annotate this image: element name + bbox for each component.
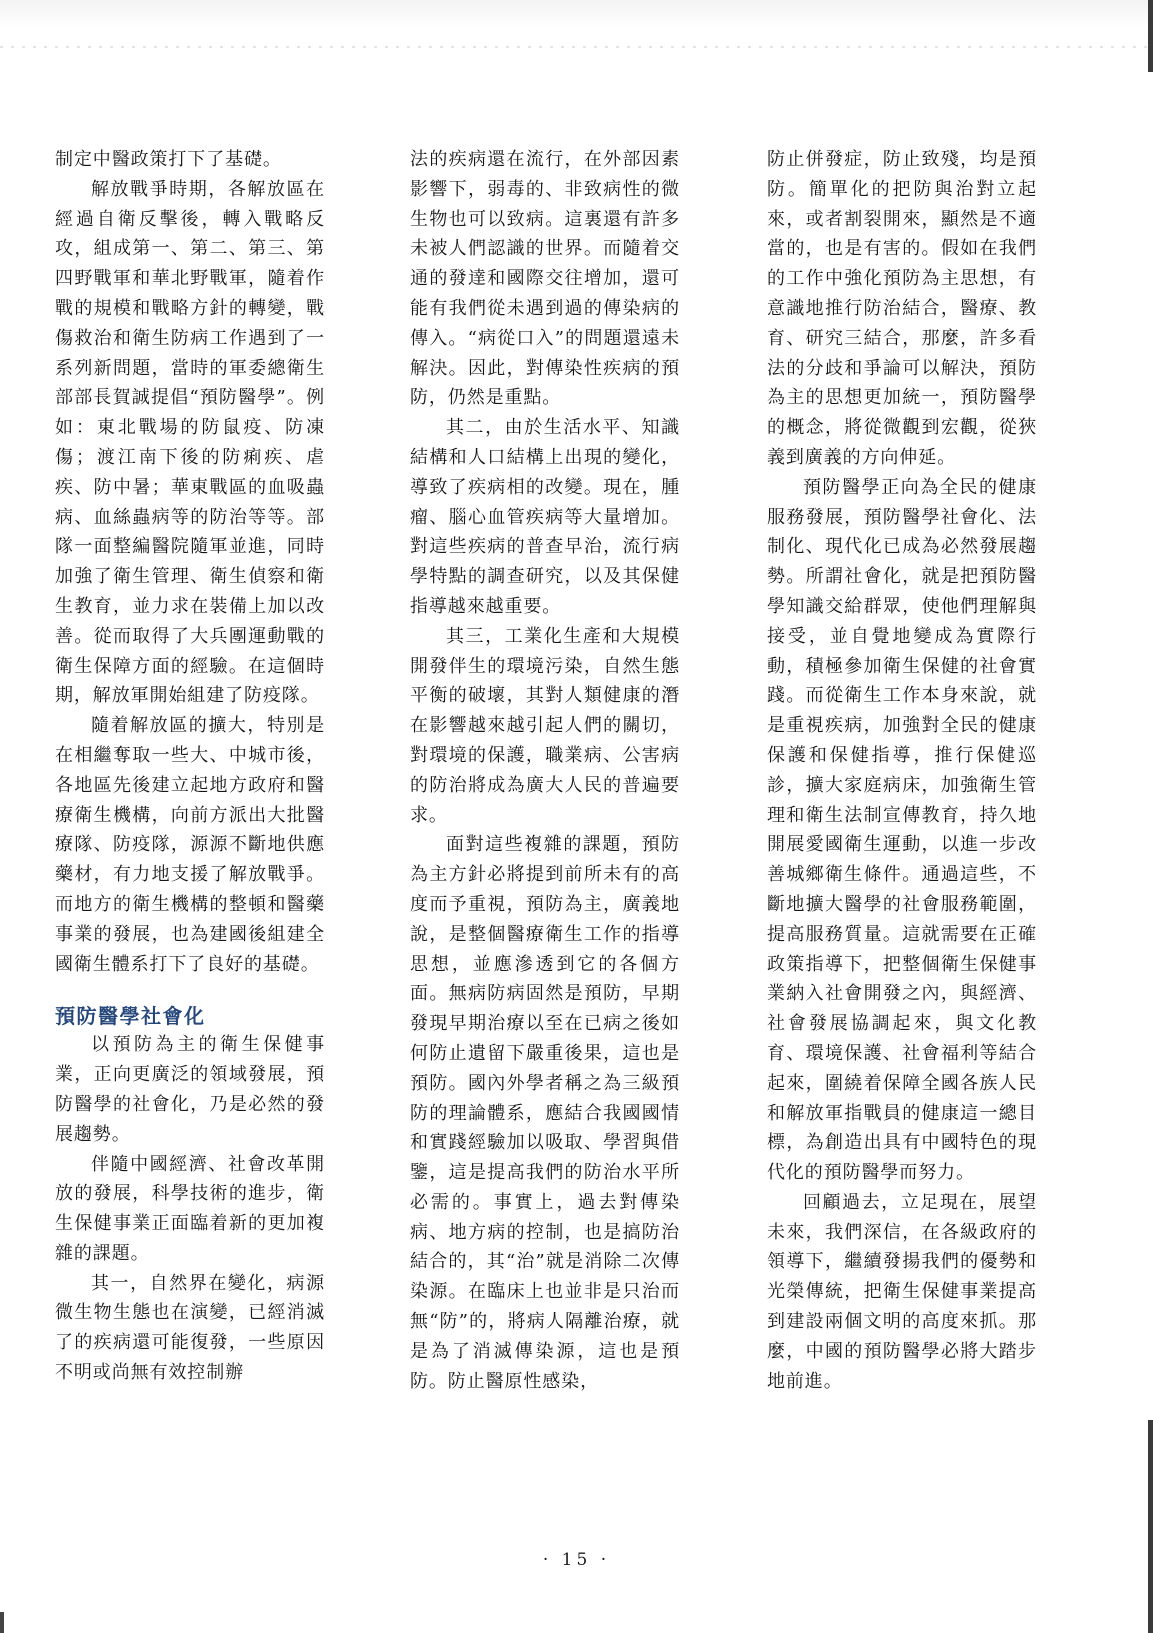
scan-edge-mark-top — [1148, 0, 1153, 72]
paragraph: 回顧過去，立足現在，展望未來，我們深信，在各級政府的領導下，繼續發揚我們的優勢和光榮傳統，把衛生保健事業提高到建設兩個文明的高度來抓。那麼，中國的預防醫學必將大踏步地前進。 — [767, 1191, 1037, 1392]
page-number: · 15 · — [542, 1550, 611, 1570]
paragraph: 隨着解放區的擴大，特別是在相繼奪取一些大、中城市後，各地區先後建立起地方政府和醫療衛生機構，向前方派出大批醫療隊、防疫隊，源源不斷地供應藥材，有力地支援了解放戰爭。而地方的衛生機構的整頓和醫藥事業的發展，也為建國後組建全國衛生體系打下了良好的基礎。 — [55, 715, 325, 975]
paragraph: 其二，由於生活水平、知識結構和人口結構上出現的變化，導致了疾病相的改變。現在，腫瘤、腦心血管疾病等大量增加。對這些疾病的普查早治，流行病學特點的調查研究，以及其保健指導越來越重要。 — [410, 417, 680, 617]
paragraph: 其三，工業化生產和大規模開發伴生的環境污染，自然生態平衡的破壞，其對人類健康的潛在影響越來越引起人們的關切，對環境的保護，職業病、公害病的防治將成為廣大人民的普遍要求。 — [410, 625, 680, 826]
text-column-1 — [55, 145, 325, 1388]
page-header-band — [0, 0, 1153, 84]
text-column-3 — [767, 145, 1037, 1396]
paragraph: 法的疾病還在流行，在外部因素影響下，弱毒的、非致病性的微生物也可以致病。這裏還有許多未被人們認識的世界。而隨着交通的發達和國際交往增加，還可能有我們從未遇到過的傳染病的傳入。“病從口入”的問題還遠未解決。因此，對傳染性疾病的預防，仍然是重點。 — [410, 149, 680, 409]
scan-shade — [0, 0, 1153, 28]
section-heading: 預防醫學社會化 — [55, 1004, 206, 1029]
text-column-2 — [410, 145, 680, 1396]
scan-edge-mark-bottom — [1148, 1420, 1153, 1633]
scan-artifact-line — [0, 46, 1153, 48]
paragraph: 制定中醫政策打下了基礎。 — [55, 149, 282, 170]
paragraph: 面對這些複雜的課題，預防為主方針必將提到前所未有的高度而予重視，預防為主，廣義地說，是整個醫療衛生工作的指導思想，並應滲透到它的各個方面。無病防病固然是預防，早期發現早期治療以至在已病之後如何防止遺留下嚴重後果，這也是預防。國內外學者稱之為三級預防的理論體系，應結合我國國情和實踐經驗加以吸取、學習與借鑒，這是提高我們的防治水平所必需的。事實上，過去對傳染病、地方病的控制，也是搞防治結合的，其“治”就是消除二次傳染源。在臨床上也並非是只治而無“防”的，將病人隔離治療，就是為了消滅傳染源，這也是預防。防止醫原性感染， — [410, 834, 680, 1392]
paragraph: 防止併發症，防止致殘，均是預防。簡單化的把防與治對立起來，或者割裂開來，顯然是不適當的，也是有害的。假如在我們的工作中強化預防為主思想，有意識地推行防治結合，醫療、教育、研究三結合，那麼，許多看法的分歧和爭論可以解決，預防為主的思想更加統一，預防醫學的概念，將從微觀到宏觀，從狹義到廣義的方向伸延。 — [767, 149, 1037, 468]
scan-corner-mark — [0, 1612, 4, 1633]
paragraph: 以預防為主的衛生保健事業，正向更廣泛的領域發展，預防醫學的社會化，乃是必然的發展趨勢。 — [55, 1034, 325, 1145]
paragraph: 解放戰爭時期，各解放區在經過自衛反擊後，轉入戰略反攻，組成第一、第二、第三、第四野戰軍和華北野戰軍，隨着作戰的規模和戰略方針的轉變，戰傷救治和衛生防病工作遇到了一系列新問題，當時的軍委總衛生部部長賀誠提倡“預防醫學”。例如：東北戰場的防鼠疫、防凍傷；渡江南下後的防痢疾、虐疾、防中暑；華東戰區的血吸蟲病、血絲蟲病等的防治等等。部隊一面整編醫院隨軍並進，同時加強了衛生管理、衛生偵察和衛生教育，並力求在裝備上加以改善。從而取得了大兵團運動戰的衛生保障方面的經驗。在這個時期，解放軍開始組建了防疫隊。 — [55, 178, 325, 707]
paragraph: 其一，自然界在變化，病源微生物生態也在演變，已經消滅了的疾病還可能復發，一些原因不明或尚無有效控制辦 — [55, 1272, 325, 1384]
paragraph: 伴隨中國經濟、社會改革開放的發展，科學技術的進步，衛生保健事業正面臨着新的更加複雜的課題。 — [55, 1153, 325, 1264]
paragraph: 預防醫學正向為全民的健康服務發展，預防醫學社會化、法制化、現代化已成為必然發展趨勢。所謂社會化，就是把預防醫學知識交給群眾，使他們理解與接受，並自覺地變成為實際行動，積極參加衛生保健的社會實踐。而從衛生工作本身來說，就是重視疾病，加強對全民的健康保護和保健指導，推行保健巡診，擴大家庭病床，加強衛生管理和衛生法制宣傳教育，持久地開展愛國衛生運動，以進一步改善城鄉衛生條件。通過這些，不斷地擴大醫學的社會服務範圍，提高服務質量。這就需要在正確政策指導下，把整個衛生保健事業納入社會開發之內，與經濟、社會發展協調起來，與文化教育、環境保護、社會福利等結合起來，圍繞着保障全國各族人民和解放軍指戰員的健康這一總目標，為創造出具有中國特色的現代化的預防醫學而努力。 — [767, 476, 1037, 1184]
